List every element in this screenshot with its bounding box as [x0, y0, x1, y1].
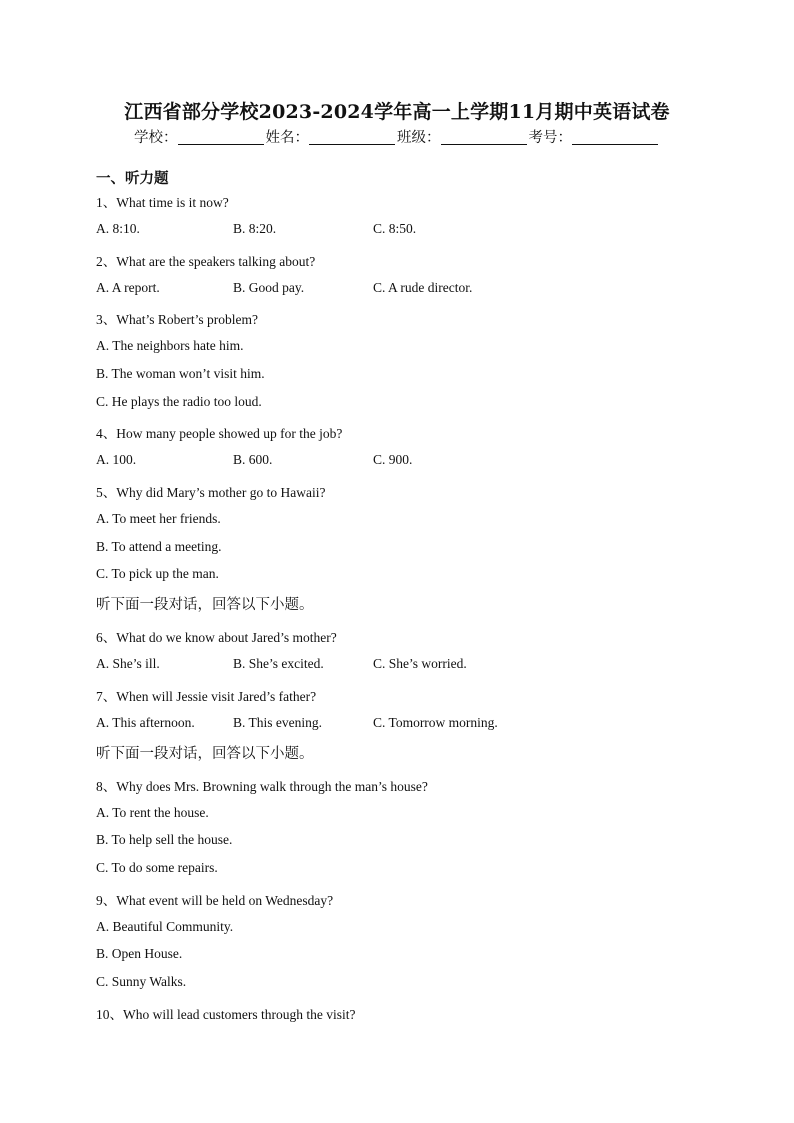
school-blank[interactable]	[178, 130, 264, 145]
exam-number-label: 考号：	[528, 130, 572, 146]
class-blank[interactable]	[441, 130, 527, 145]
q3-option-c: C. He plays the radio too loud.	[96, 394, 262, 409]
exam-title: 江西省部分学校2023-2024学年高一上学期11月期中英语试卷	[124, 101, 670, 123]
q1-option-a: A. 8:10.	[96, 221, 140, 236]
q6-option-b: B. She’s excited.	[233, 656, 324, 671]
class-label: 班级：	[397, 130, 441, 146]
q7-option-b: B. This evening.	[233, 715, 322, 730]
question-9: 9、What event will be held on Wednesday?	[96, 893, 334, 908]
dialogue-instruction-2: 听下面一段对话，回答以下小题。	[96, 746, 314, 762]
q9-option-a: A. Beautiful Community.	[96, 919, 234, 934]
q8-option-b: B. To help sell the house.	[96, 832, 233, 847]
q9-option-c: C. Sunny Walks.	[96, 974, 187, 989]
student-info-row	[0, 126, 794, 147]
dialogue-instruction-1: 听下面一段对话，回答以下小题。	[96, 597, 314, 613]
question-7: 7、When will Jessie visit Jared’s father?	[96, 689, 317, 704]
exam-number-field	[529, 126, 661, 147]
q9-option-b: B. Open House.	[96, 946, 183, 961]
q1-option-b: B. 8:20.	[233, 221, 277, 236]
q8-option-a: A. To rent the house.	[96, 805, 209, 820]
question-8: 8、Why does Mrs. Browning walk through the man’s house?	[96, 779, 428, 794]
q3-option-a: A. The neighbors hate him.	[96, 338, 244, 353]
question-3: 3、What’s Robert’s problem?	[96, 312, 258, 327]
section-title: 一、听力题	[96, 170, 169, 187]
q6-option-a: A. She’s ill.	[96, 656, 160, 671]
q3-option-b: B. The woman won’t visit him.	[96, 366, 265, 381]
q2-option-c: C. A rude director.	[373, 280, 473, 295]
name-blank[interactable]	[309, 130, 395, 145]
name-label: 姓名：	[265, 130, 309, 146]
q8-option-c: C. To do some repairs.	[96, 860, 218, 875]
q5-option-a: A. To meet her friends.	[96, 511, 221, 526]
q4-option-b: B. 600.	[233, 452, 273, 467]
q4-option-c: C. 900.	[373, 452, 413, 467]
exam-number-blank[interactable]	[572, 130, 658, 145]
q2-option-a: A. A report.	[96, 280, 160, 295]
question-2: 2、What are the speakers talking about?	[96, 254, 316, 269]
q4-option-a: A. 100.	[96, 452, 137, 467]
q6-option-c: C. She’s worried.	[373, 656, 467, 671]
q1-option-c: C. 8:50.	[373, 221, 417, 236]
class-field	[397, 126, 529, 147]
q5-option-b: B. To attend a meeting.	[96, 539, 222, 554]
q2-option-b: B. Good pay.	[233, 280, 305, 295]
q7-option-a: A. This afternoon.	[96, 715, 195, 730]
question-6: 6、What do we know about Jared’s mother?	[96, 630, 337, 645]
school-label: 学校：	[134, 130, 178, 146]
name-field	[266, 126, 398, 147]
school-field	[134, 126, 266, 147]
q5-option-c: C. To pick up the man.	[96, 566, 219, 581]
question-4: 4、How many people showed up for the job?	[96, 426, 343, 441]
q7-option-c: C. Tomorrow morning.	[373, 715, 498, 730]
question-5: 5、Why did Mary’s mother go to Hawaii?	[96, 485, 326, 500]
question-10: 10、Who will lead customers through the visit?	[96, 1007, 356, 1022]
question-1: 1、What time is it now?	[96, 195, 229, 210]
